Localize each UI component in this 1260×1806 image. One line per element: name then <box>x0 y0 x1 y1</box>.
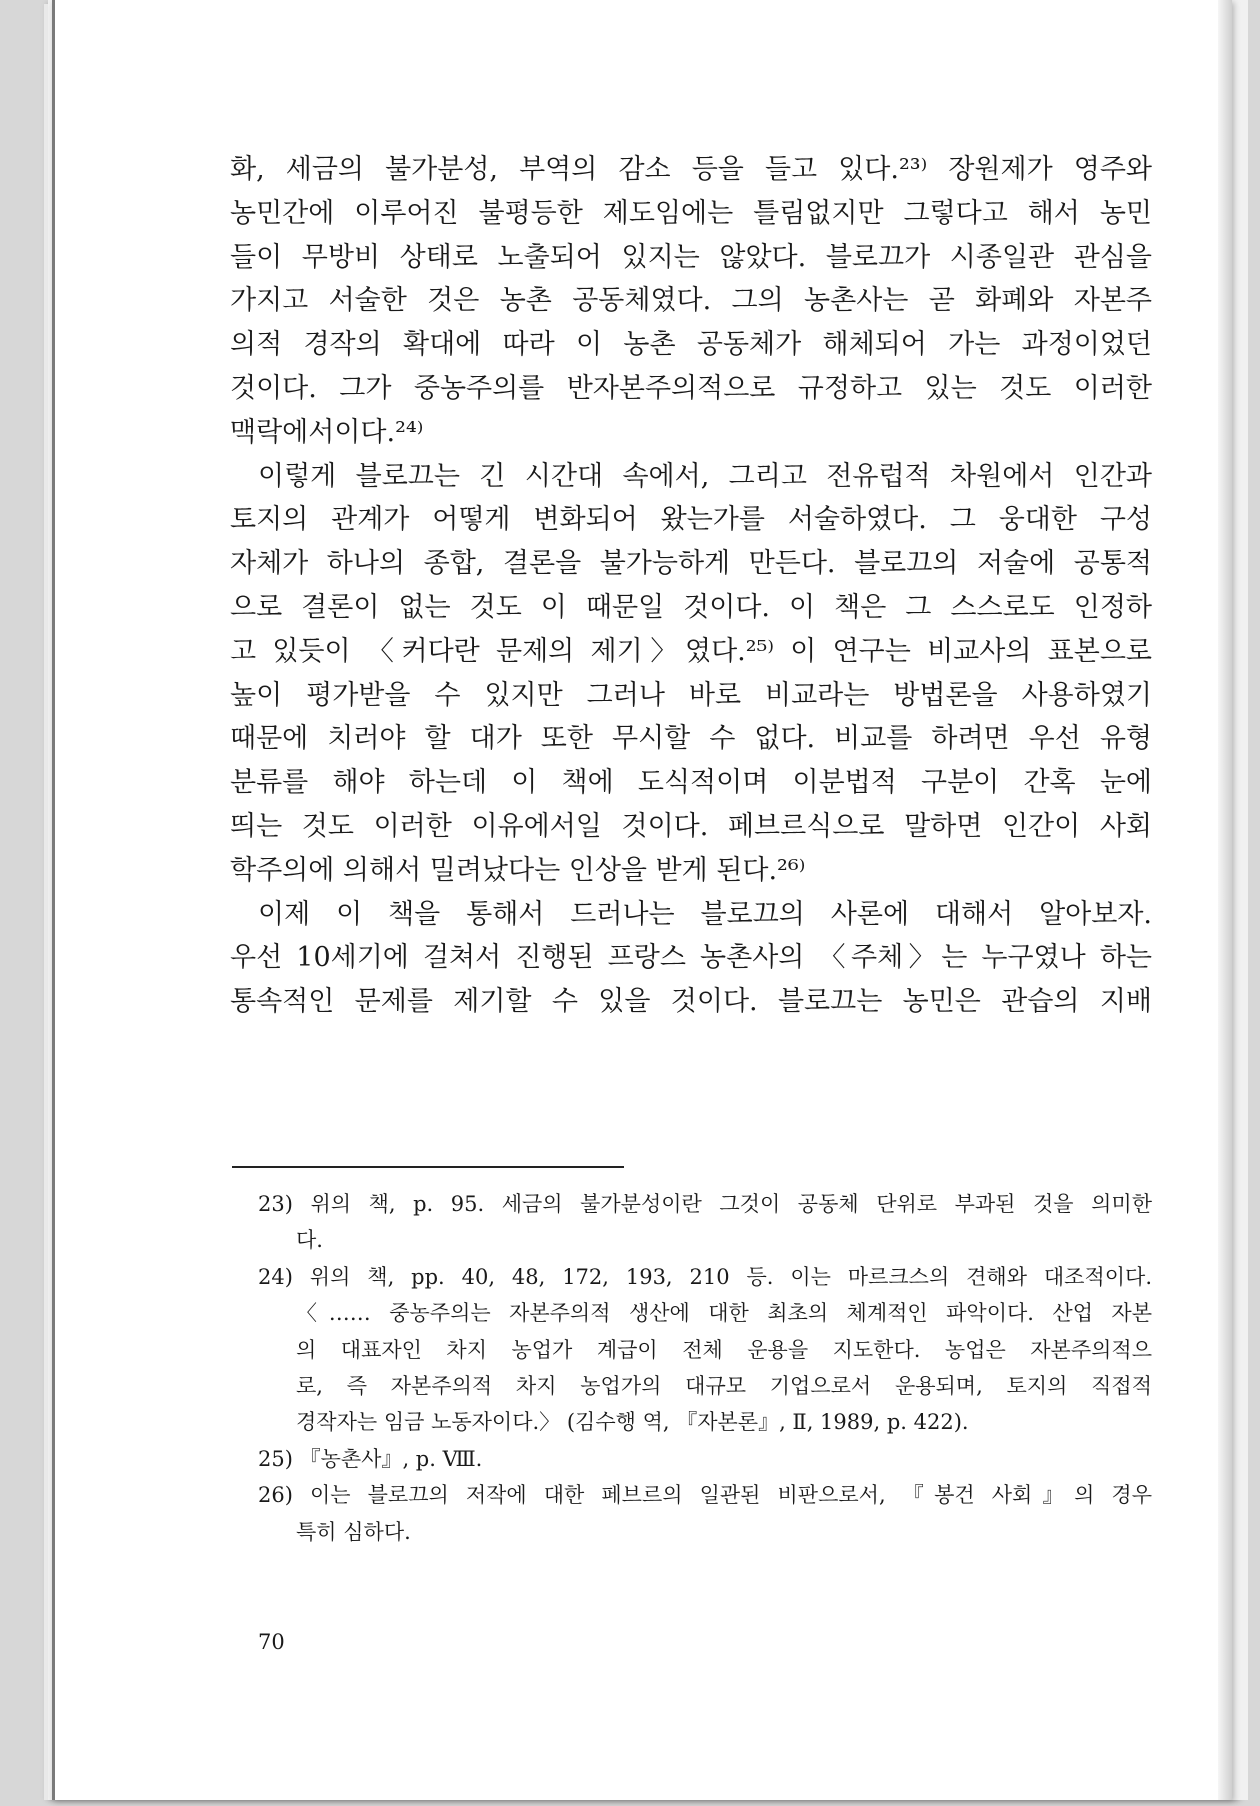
body-line: 학주의에 의해서 밀려났다는 인상을 받게 된다.²⁶⁾ <box>230 854 806 886</box>
footnotes <box>258 1186 1152 1550</box>
footnote-line: 다. <box>296 1228 323 1253</box>
body-line: 의적 경작의 확대에 따라 이 농촌 공동체가 해체되어 가는 과정이었던 <box>230 329 1152 361</box>
footnote-line: 24) 위의 책, pp. 40, 48, 172, 193, 210 등. 이는 마르크스의 견해와 대조적이다. <box>258 1264 1152 1289</box>
footnote-line: 〈…… 중농주의는 자본주의적 생산에 대한 최초의 체계적인 파악이다. 산업 자본 <box>296 1301 1152 1326</box>
body-line: 이제 이 책을 통해서 드러나는 블로끄의 사론에 대해서 알아보자. <box>258 898 1152 930</box>
body-text <box>230 148 1152 1024</box>
body-line: 것이다. 그가 중농주의를 반자본주의적으로 규정하고 있는 것도 이러한 <box>230 372 1152 404</box>
footnote-line: 특히 심하다. <box>296 1519 411 1544</box>
footnote-divider <box>232 1166 624 1168</box>
body-line: 가지고 서술한 것은 농촌 공동체였다. 그의 농촌사는 곧 화폐와 자본주 <box>230 285 1152 317</box>
body-line: 토지의 관계가 어떻게 변화되어 왔는가를 서술하였다. 그 웅대한 구성 <box>230 504 1152 536</box>
body-line: 높이 평가받을 수 있지만 그러나 바로 비교라는 방법론을 사용하였기 <box>230 679 1152 711</box>
body-line: 고 있듯이 〈커다란 문제의 제기〉였다.²⁵⁾ 이 연구는 비교사의 표본으로 <box>230 635 1152 667</box>
body-line: 통속적인 문제를 제기할 수 있을 것이다. 블로끄는 농민은 관습의 지배 <box>230 986 1152 1018</box>
body-line: 분류를 해야 하는데 이 책에 도식적이며 이분법적 구분이 간혹 눈에 <box>230 767 1152 799</box>
footnote-line: 26) 이는 블로끄의 저작에 대한 페브르의 일관된 비판으로서, 『봉건 사회』의 경우 <box>258 1483 1152 1508</box>
footnote-24 <box>258 1259 1152 1441</box>
body-line: 들이 무방비 상태로 노출되어 있지는 않았다. 블로끄가 시종일관 관심을 <box>230 241 1152 273</box>
page-left-edge <box>52 0 55 1800</box>
body-line: 화, 세금의 불가분성, 부역의 감소 등을 들고 있다.²³⁾ 장원제가 영주와 <box>230 154 1152 185</box>
body-line: 때문에 치러야 할 대가 또한 무시할 수 없다. 비교를 하려면 우선 유형 <box>230 723 1152 755</box>
page-number: 70 <box>258 1630 285 1654</box>
body-line: 이렇게 블로끄는 긴 시간대 속에서, 그리고 전유럽적 차원에서 인간과 <box>258 460 1152 492</box>
body-line: 자체가 하나의 종합, 결론을 불가능하게 만든다. 블로끄의 저술에 공통적 <box>230 548 1152 580</box>
footnote-23 <box>258 1186 1152 1259</box>
footnote-25 <box>258 1441 1152 1477</box>
body-line: 농민간에 이루어진 불평등한 제도임에는 틀림없지만 그렇다고 해서 농민 <box>230 197 1152 229</box>
body-line: 띄는 것도 이러한 이유에서일 것이다. 페브르식으로 말하면 인간이 사회 <box>230 810 1152 842</box>
footnote-line: 23) 위의 책, p. 95. 세금의 불가분성이란 그것이 공동체 단위로 부과된 것을 의미한 <box>258 1192 1152 1216</box>
book-page <box>52 0 1232 1800</box>
body-line: 맥락에서이다.²⁴⁾ <box>230 416 424 448</box>
footnote-line: 25) 『농촌사』, p. Ⅷ. <box>258 1446 483 1471</box>
body-line: 으로 결론이 없는 것도 이 때문일 것이다. 이 책은 그 스스로도 인정하 <box>230 591 1152 623</box>
footnote-line: 로, 즉 자본주의적 차지 농업가의 대규모 기업으로서 운용되며, 토지의 직접적 <box>296 1373 1152 1398</box>
footnote-line: 의 대표자인 차지 농업가 계급이 전체 운용을 지도한다. 농업은 자본주의적으 <box>296 1337 1152 1362</box>
body-line: 우선 10세기에 걸쳐서 진행된 프랑스 농촌사의 〈주체〉는 누구였나 하는 <box>230 942 1152 974</box>
footnote-26 <box>258 1477 1152 1550</box>
page-right-edge <box>1218 0 1232 1800</box>
footnote-line: 경작자는 임금 노동자이다.〉 (김수행 역, 『자본론』, Ⅱ, 1989, p. 422). <box>296 1410 969 1435</box>
